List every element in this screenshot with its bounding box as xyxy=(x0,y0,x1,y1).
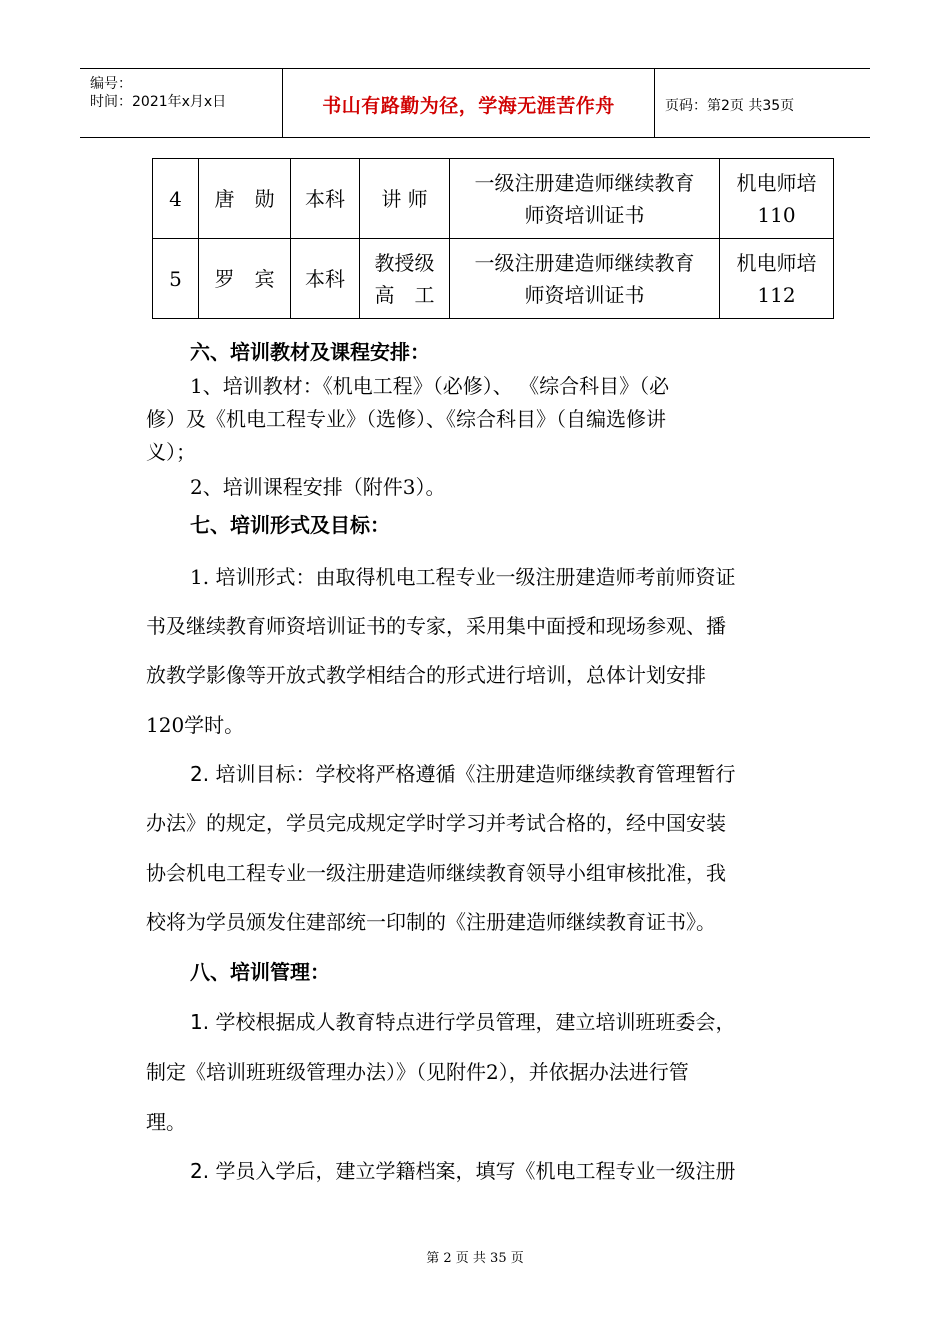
page-header xyxy=(80,68,870,138)
s6-para2: 2、培训课程安排（附件3）。 xyxy=(190,475,446,499)
cert-line-2: 师资培训证书 xyxy=(524,202,645,227)
cell-education: 本科 xyxy=(291,239,360,319)
s7-para1-line3: 放教学影像等开放式教学相结合的形式进行培训，总体计划安排 xyxy=(146,663,706,687)
cell-education: 本科 xyxy=(291,159,360,239)
section-8-heading: 八、培训管理： xyxy=(190,960,330,984)
section-7-heading: 七、培训形式及目标： xyxy=(190,513,390,537)
cell-cert-code xyxy=(720,239,834,319)
header-right-cell xyxy=(655,69,870,137)
header-motto: 书山有路勤为径，学海无涯苦作舟 xyxy=(322,95,615,117)
code-line-2: 110 xyxy=(757,202,796,227)
cell-certificate xyxy=(450,159,720,239)
s7-para2-line4: 校将为学员颁发住建部统一印制的《注册建造师继续教育证书》。 xyxy=(146,910,716,934)
s8-para1-line3: 理。 xyxy=(146,1110,186,1134)
s8-para2-line1 xyxy=(190,1159,735,1183)
cell-no: 4 xyxy=(153,159,199,239)
code-line-1: 机电师培 xyxy=(736,250,817,275)
cell-name: 罗 宾 xyxy=(199,239,291,319)
table-row xyxy=(153,159,834,239)
s8-para2-line1-text: 学员入学后，建立学籍档案，填写《机电工程专业一级注册 xyxy=(209,1159,736,1183)
cert-line-2: 师资培训证书 xyxy=(524,282,645,307)
cell-no: 5 xyxy=(153,239,199,319)
code-line-1: 机电师培 xyxy=(736,170,817,195)
header-page-label: 页码：第2页 共35页 xyxy=(665,98,795,114)
cert-line-1: 一级注册建造师继续教育 xyxy=(474,170,695,195)
code-line-2: 112 xyxy=(757,282,796,307)
s7-para2-line1-text: 培训目标：学校将严格遵循《注册建造师继续教育管理暂行 xyxy=(209,762,736,786)
serial-label: 编号： xyxy=(90,76,132,92)
cell-name: 唐 勋 xyxy=(199,159,291,239)
header-center-cell xyxy=(282,69,655,137)
cell-certificate xyxy=(450,239,720,319)
cell-cert-code xyxy=(720,159,834,239)
s8-para1-number: 1. xyxy=(190,1010,210,1034)
s6-para1-line1: 1、培训教材：《机电工程》（必修）、 《综合科目》（必 xyxy=(190,374,670,398)
page-footer: 第 2 页 共 35 页 xyxy=(426,1251,524,1266)
s6-para1-line2: 修）及《机电工程专业》（选修）、《综合科目》（自编选修讲 xyxy=(146,407,666,431)
section-6-heading: 六、培训教材及课程安排： xyxy=(190,340,430,364)
cert-line-1: 一级注册建造师继续教育 xyxy=(474,250,695,275)
teacher-table xyxy=(152,158,834,319)
cell-title: 讲 师 xyxy=(360,159,450,239)
s8-para1-line1 xyxy=(190,1010,735,1034)
title-line-1: 教授级 xyxy=(374,250,435,275)
s8-para1-line1-text: 学校根据成人教育特点进行学员管理，建立培训班班委会， xyxy=(209,1010,736,1034)
s8-para2-number: 2. xyxy=(190,1159,210,1183)
title-line-2: 高 工 xyxy=(374,282,435,307)
s7-para2-line3: 协会机电工程专业一级注册建造师继续教育领导小组审核批准，我 xyxy=(146,861,726,885)
header-left-cell xyxy=(80,69,282,137)
s7-para2-number: 2. xyxy=(190,762,210,786)
s6-para1-line3: 义）； xyxy=(146,440,196,464)
table-row xyxy=(153,239,834,319)
s7-para2-line1 xyxy=(190,762,735,786)
cell-title xyxy=(360,239,450,319)
s7-para2-line2: 办法》的规定，学员完成规定学时学习并考试合格的，经中国安装 xyxy=(146,811,726,835)
date-label: 时间：2021年x月x日 xyxy=(90,94,227,110)
s7-para1-line4: 120学时。 xyxy=(146,713,245,737)
s7-para1-line1: 1. 培训形式：由取得机电工程专业一级注册建造师考前师资证 xyxy=(190,565,736,589)
s8-para1-line2: 制定《培训班班级管理办法）》（见附件2），并依据办法进行管 xyxy=(146,1060,689,1084)
s7-para1-line2: 书及继续教育师资培训证书的专家，采用集中面授和现场参观、播 xyxy=(146,614,726,638)
